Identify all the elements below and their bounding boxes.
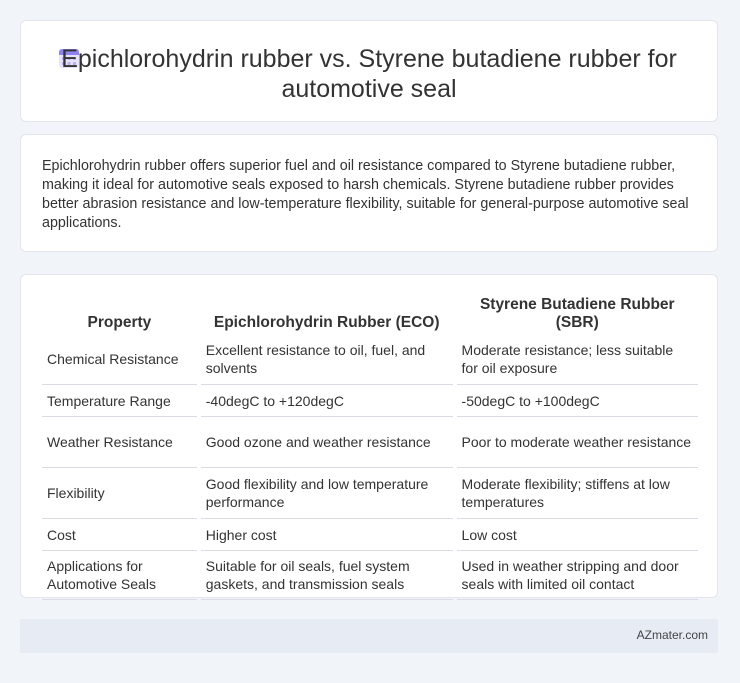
- table-row: [42, 385, 698, 417]
- cell-eco: -40degC to +120degC: [201, 385, 453, 417]
- header-sbr: Styrene Butadiene Rubber (SBR): [457, 296, 698, 334]
- comparison-table: [42, 296, 698, 600]
- cell-property: Weather Resistance: [42, 417, 197, 468]
- table-row: [42, 417, 698, 468]
- cell-eco: Good ozone and weather resistance: [201, 417, 453, 468]
- cell-sbr: Poor to moderate weather resistance: [457, 417, 698, 468]
- table-row: [42, 468, 698, 519]
- footer-site-link[interactable]: AZmater.com: [636, 628, 708, 642]
- cell-sbr: Used in weather stripping and door seals with limited oil contact: [457, 551, 698, 600]
- cell-sbr: Moderate flexibility; stiffens at low temperatures: [457, 468, 698, 519]
- header-eco: Epichlorohydrin Rubber (ECO): [201, 296, 453, 334]
- cell-eco: Higher cost: [201, 519, 453, 551]
- footer: [20, 619, 718, 653]
- cell-property: Temperature Range: [42, 385, 197, 417]
- cell-property: Flexibility: [42, 468, 197, 519]
- cell-eco: Suitable for oil seals, fuel system gaskets, and transmission seals: [201, 551, 453, 600]
- summary-card: [20, 134, 718, 252]
- cell-eco: Good flexibility and low temperature performance: [201, 468, 453, 519]
- table-row: [42, 551, 698, 600]
- cell-property: Applications for Automotive Seals: [42, 551, 197, 600]
- cell-property: Cost: [42, 519, 197, 551]
- cell-sbr: -50degC to +100degC: [457, 385, 698, 417]
- table-row: [42, 334, 698, 385]
- title-card: [20, 20, 718, 122]
- cell-sbr: Moderate resistance; less suitable for oil exposure: [457, 334, 698, 385]
- table-header-row: [42, 296, 698, 334]
- cell-sbr: Low cost: [457, 519, 698, 551]
- cell-eco: Excellent resistance to oil, fuel, and solvents: [201, 334, 453, 385]
- page-title: Epichlorohydrin rubber vs. Styrene butadiene rubber for automotive seal: [61, 45, 677, 103]
- cell-property: Chemical Resistance: [42, 334, 197, 385]
- comparison-card: [20, 274, 718, 598]
- table-row: [42, 519, 698, 551]
- summary-text: Epichlorohydrin rubber offers superior fuel and oil resistance compared to Styrene butadiene rubber, making it ideal for automotive seals exposed to harsh chemicals. Styrene butadiene rubber provides better abrasion resistance and low-temperature flexibility, suitable for general-purpose automotive seal applications.: [42, 158, 689, 231]
- header-property: Property: [42, 296, 197, 334]
